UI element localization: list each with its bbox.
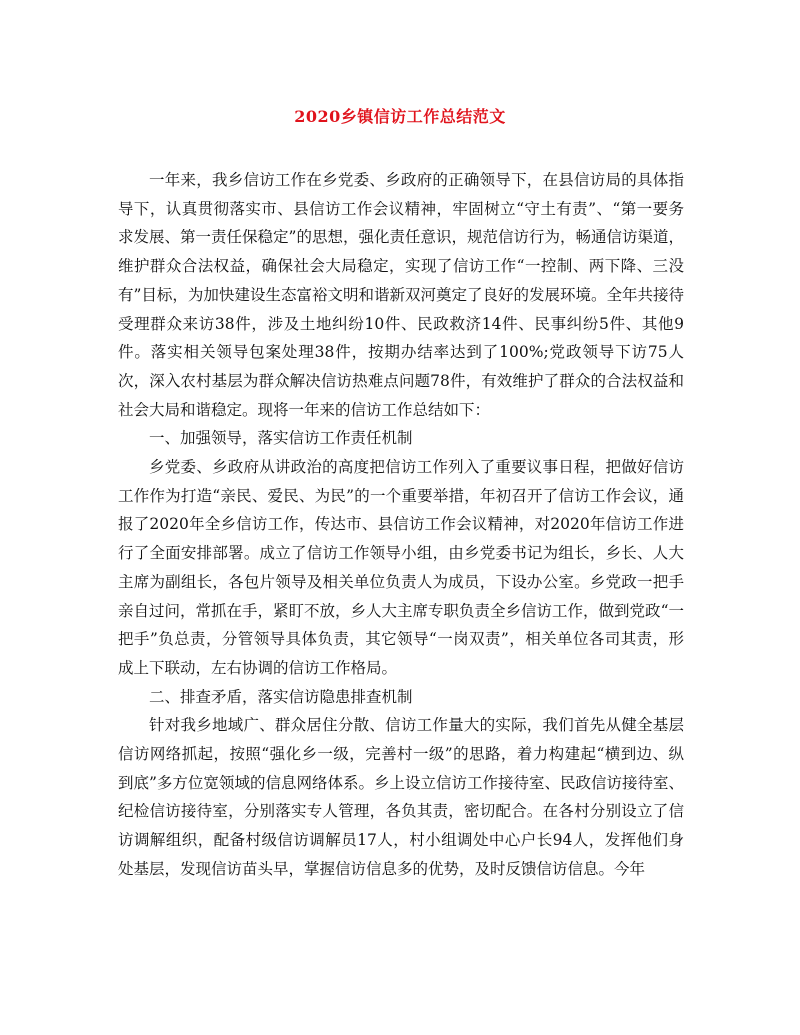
document-body xyxy=(118,166,684,884)
section-heading-2: 二、排查矛盾，落实信访隐患排查机制 xyxy=(149,687,413,706)
document-title: 2020乡镇信访工作总结范文 xyxy=(294,107,506,126)
section-paragraph-1: 乡党委、乡政府从讲政治的高度把信访工作列入了重要议事日程，把做好信访工作作为打造“亲民、爱民、为民”的一个重要举措，年初召开了信访工作会议，通报了2020年全乡信访工作，传达市、县信访工作会议精神，对2020年信访工作进行了全面安排部署。成立了信访工作领导小组，由乡党委书记为组长，乡长、人大主席为副组长，各包片领导及相关单位负责人为成员，下设办公室。乡党政一把手亲自过问，常抓在手，紧盯不放，乡人大主席专职负责全乡信访工作，做到党政“一把手”负总责，分管领导具体负责，其它领导“一岗双责”，相关单位各司其责，形成上下联动，左右协调的信访工作格局。 xyxy=(118,458,684,677)
intro-paragraph: 一年来，我乡信访工作在乡党委、乡政府的正确领导下，在县信访局的具体指导下，认真贯彻落实市、县信访工作会议精神，牢固树立“守土有责”、“第一要务求发展、第一责任保稳定”的思想，强化责任意识，规范信访行为，畅通信访渠道，维护群众合法权益，确保社会大局稳定，实现了信访工作“一控制、两下降、三没有”目标，为加快建设生态富裕文明和谐新双河奠定了良好的发展环境。全年共接待受理群众来访38件，涉及土地纠纷10件、民政救济14件、民事纠纷5件、其他9件。落实相关领导包案处理38件，按期办结率达到了100%;党政领导下访75人次，深入农村基层为群众解决信访热难点问题78件，有效维护了群众的合法权益和社会大局和谐稳定。现将一年来的信访工作总结如下： xyxy=(118,171,684,419)
section-heading-1: 一、加强领导，落实信访工作责任机制 xyxy=(149,429,413,448)
section-paragraph-2: 针对我乡地域广、群众居住分散、信访工作量大的实际，我们首先从健全基层信访网络抓起，按照“强化乡一级，完善村一级”的思路，着力构建起“横到边、纵到底”多方位宽领域的信息网络体系。乡上设立信访工作接待室、民政信访接待室、纪检信访接待室，分别落实专人管理，各负其责，密切配合。在各村分别设立了信访调解组织，配备村级信访调解员17人，村小组调处中心户长94人，发挥他们身处基层，发现信访苗头早，掌握信访信息多的优势，及时反馈信访信息。今年 xyxy=(118,716,684,878)
